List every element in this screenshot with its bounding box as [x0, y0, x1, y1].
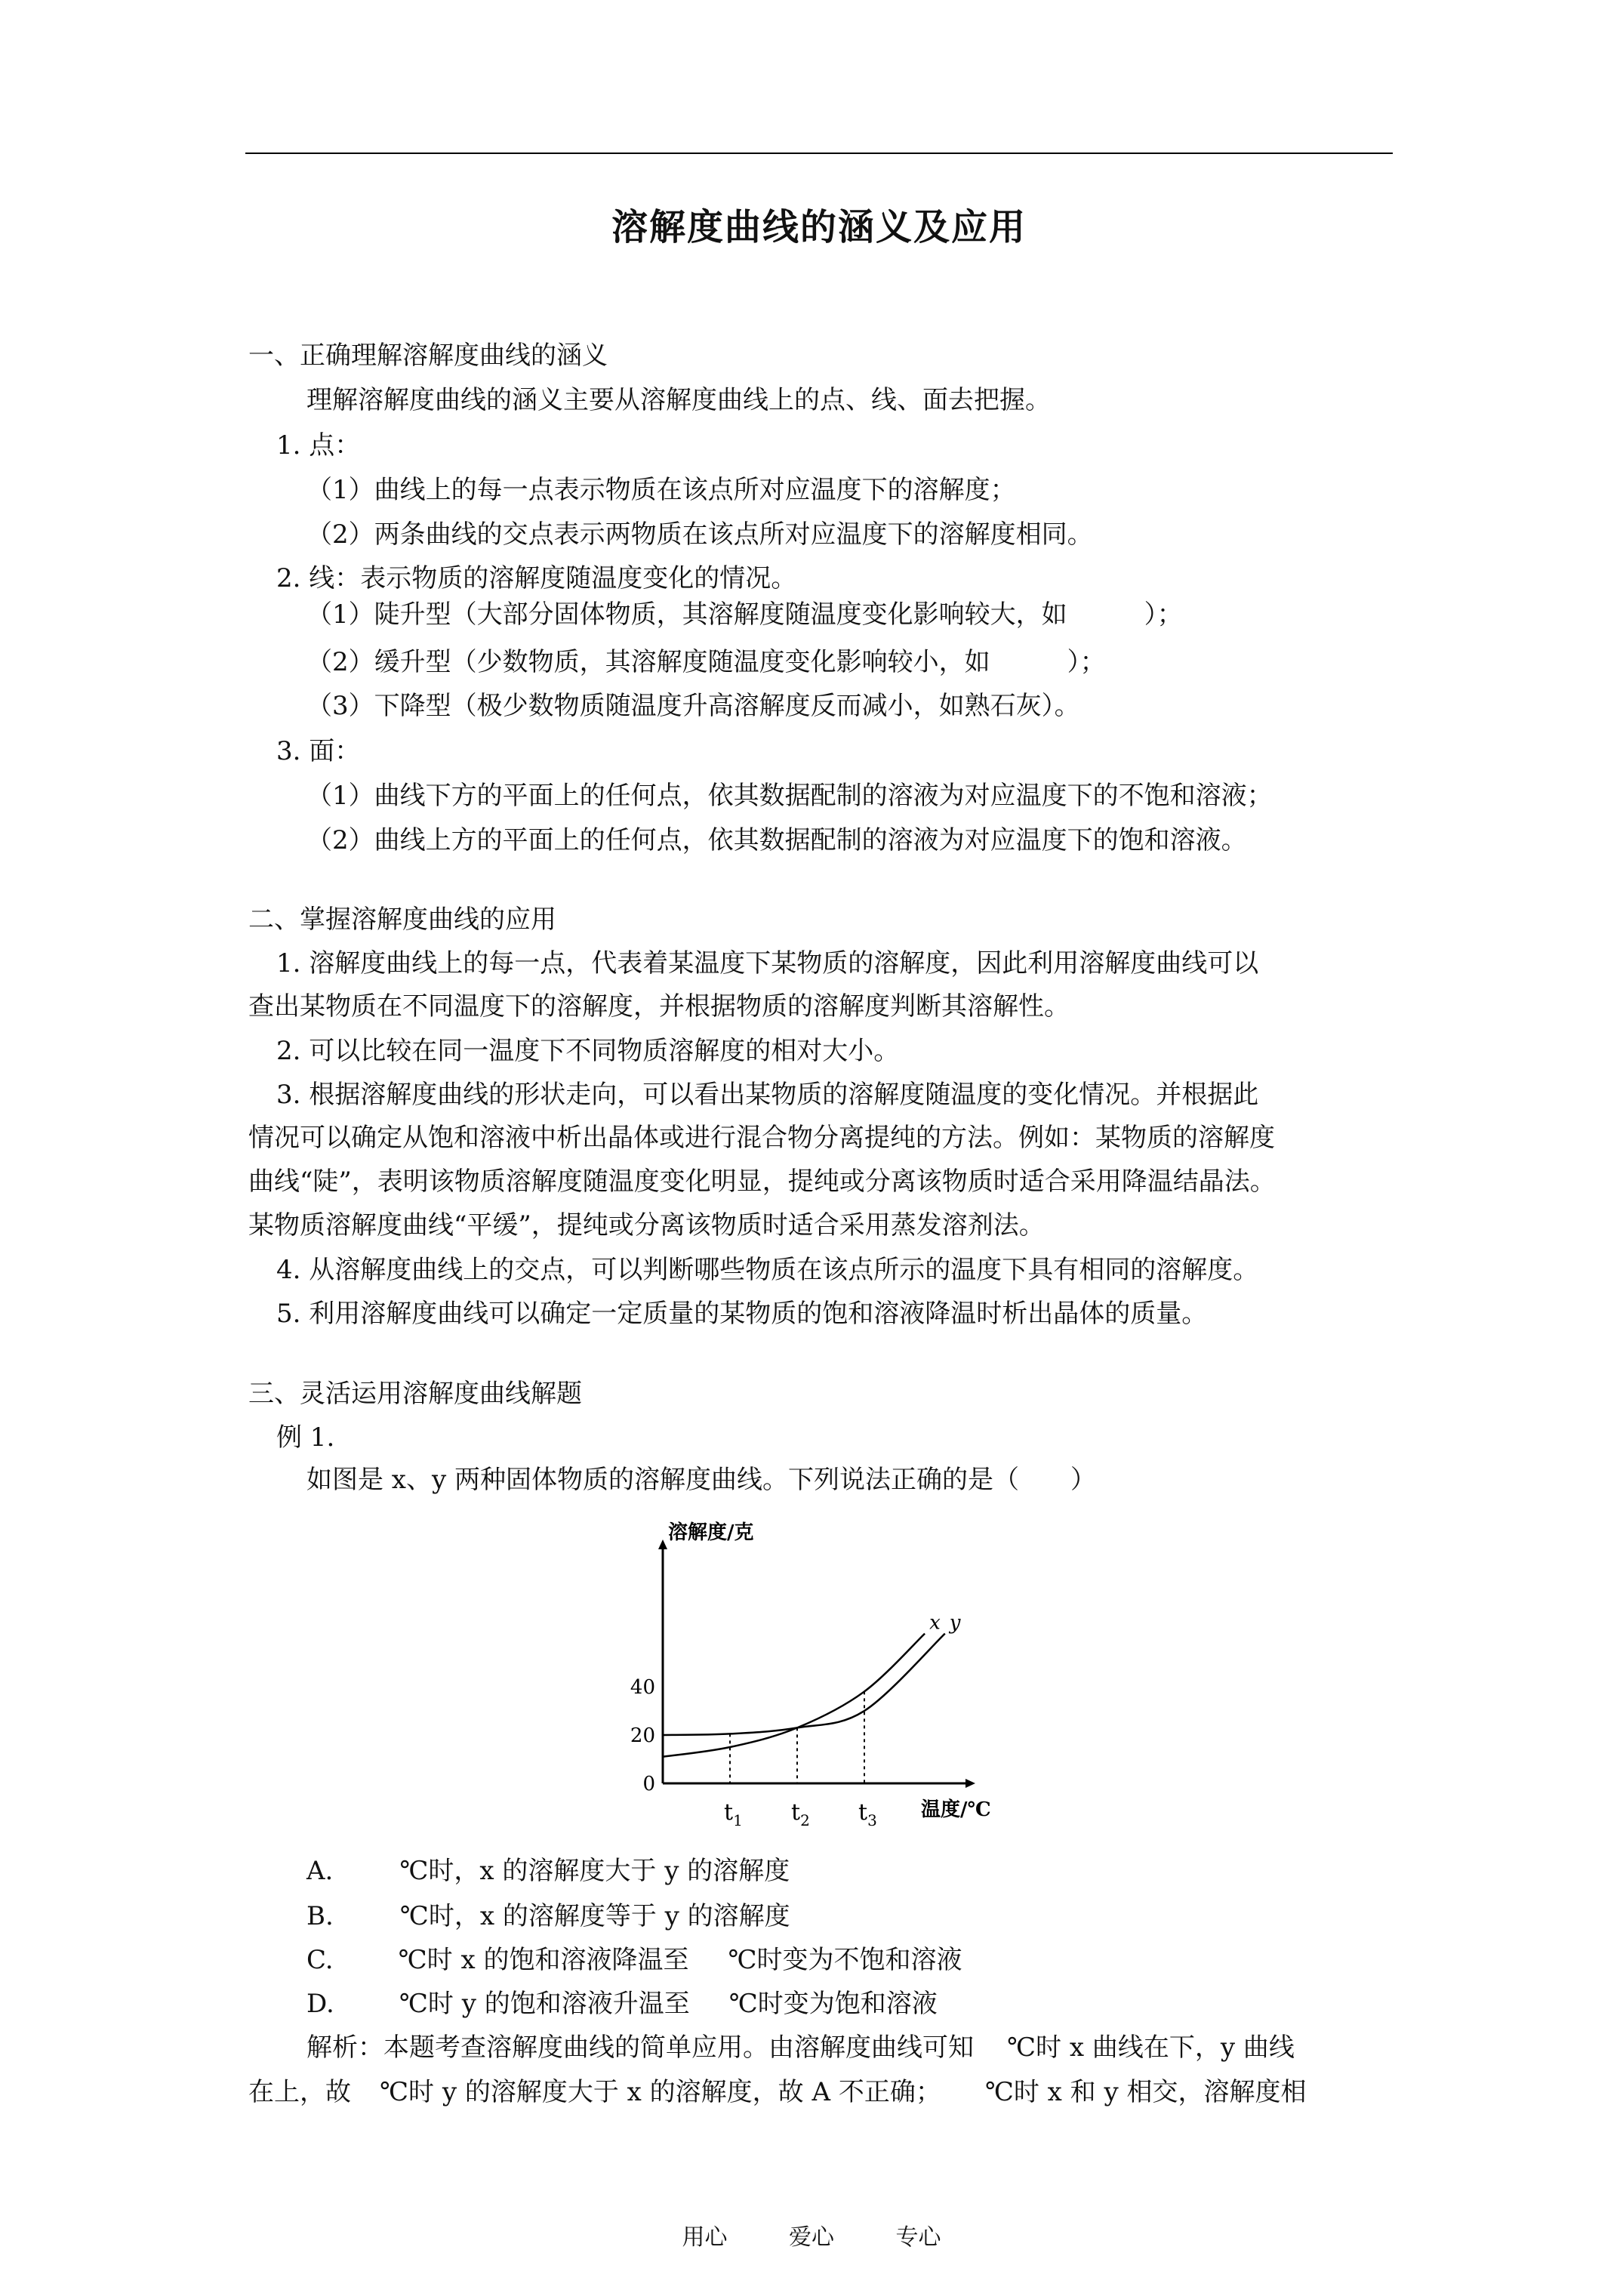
option-d-text-a: ℃时 y 的饱和溶液升温至	[399, 1989, 690, 2019]
application-3-line-2: 情况可以确定从饱和溶液中析出晶体或进行混合物分离提纯的方法。例如：某物质的溶解度	[248, 1123, 1275, 1153]
section3-heading: 三、灵活运用溶解度曲线解题	[248, 1379, 582, 1409]
page-footer	[0, 2218, 1623, 2251]
x-tick-labels	[724, 1799, 877, 1829]
x-tick-label-1: $t_1$	[724, 1799, 743, 1829]
surface-item-2: （2）曲线上方的平面上的任何点，依其数据配制的溶液为对应温度下的饱和溶液。	[306, 825, 1247, 855]
y-tick-label-40: 40	[630, 1676, 655, 1699]
series-label-x: x	[929, 1611, 941, 1635]
option-c-letter: C.	[306, 1945, 334, 1975]
x-tick-label-2: $t_2$	[791, 1799, 810, 1829]
point-item-2: （2）两条曲线的交点表示两物质在该点所对应温度下的溶解度相同。	[306, 519, 1093, 550]
series-label-y: y	[949, 1611, 961, 1635]
solubility-chart-svg	[604, 1510, 1042, 1835]
analysis-l2-b: ℃时 y 的溶解度大于 x 的溶解度，故 A 不正确；	[380, 2077, 941, 2107]
point-item-1: （1）曲线上的每一点表示物质在该点所对应温度下的溶解度；	[306, 475, 1016, 505]
footer-item-3: 专心	[895, 2224, 941, 2251]
x-axis-label: 温度/℃	[921, 1798, 991, 1821]
application-1-line-1: 1. 溶解度曲线上的每一点，代表着某温度下某物质的溶解度，因此利用溶解度曲线可以	[276, 948, 1259, 978]
application-3-line-3: 曲线“陡”，表明该物质溶解度随温度变化明显，提纯或分离该物质时适合采用降温结晶法。	[248, 1166, 1276, 1197]
application-1-line-2: 查出某物质在不同温度下的溶解度，并根据物质的溶解度判断其溶解性。	[248, 991, 1070, 1022]
analysis-l2-a: 在上，故	[248, 2077, 351, 2107]
series-curve-y	[663, 1634, 945, 1735]
option-d[interactable]	[306, 1989, 938, 2019]
application-4: 4. 从溶解度曲线上的交点，可以判断哪些物质在该点所示的温度下具有相同的溶解度。	[276, 1255, 1259, 1285]
option-c-text-b: ℃时变为不饱和溶液	[728, 1945, 962, 1975]
option-a-letter: A.	[306, 1856, 334, 1886]
surface-item-1: （1）曲线下方的平面上的任何点，依其数据配制的溶液为对应温度下的不饱和溶液；	[306, 781, 1273, 811]
application-3-line-4: 某物质溶解度曲线“平缓”，提纯或分离该物质时适合采用蒸发溶剂法。	[248, 1210, 1045, 1240]
option-a-text: ℃时，x 的溶解度大于 y 的溶解度	[399, 1856, 790, 1886]
option-d-letter: D.	[306, 1989, 334, 2019]
x-tick-label-3: $t_3$	[858, 1799, 877, 1829]
point-label: 1. 点：	[276, 430, 361, 461]
page-title: 溶解度曲线的涵义及应用	[611, 206, 1027, 248]
option-c[interactable]	[306, 1945, 962, 1975]
option-b[interactable]	[306, 1901, 790, 1931]
y-tick-labels	[630, 1676, 655, 1795]
footer-item-2: 爱心	[789, 2224, 834, 2251]
analysis-l1-a: 解析：本题考查溶解度曲线的简单应用。由溶解度曲线可知	[306, 2032, 974, 2063]
section2-heading: 二、掌握溶解度曲线的应用	[248, 905, 556, 935]
surface-label: 3. 面：	[276, 736, 361, 766]
example-label: 例 1.	[276, 1422, 335, 1453]
option-b-letter: B.	[306, 1901, 334, 1931]
application-5: 5. 利用溶解度曲线可以确定一定质量的某物质的饱和溶液降温时析出晶体的质量。	[276, 1299, 1208, 1329]
line-label: 2. 线：表示物质的溶解度随温度变化的情况。	[276, 563, 797, 593]
option-a[interactable]	[306, 1856, 790, 1886]
analysis-l2-c: ℃时 x 和 y 相交，溶解度相	[984, 2077, 1307, 2107]
y-axis-label: 溶解度/克	[668, 1521, 754, 1544]
section1-heading: 一、正确理解溶解度曲线的涵义	[248, 341, 608, 371]
option-c-text-a: ℃时 x 的饱和溶液降温至	[398, 1945, 689, 1975]
example-question: 如图是 x、y 两种固体物质的溶解度曲线。下列说法正确的是（ ）	[306, 1465, 1096, 1495]
solubility-chart	[604, 1510, 1042, 1835]
header-rule	[245, 153, 1393, 154]
section1-intro: 理解溶解度曲线的涵义主要从溶解度曲线上的点、线、面去把握。	[306, 385, 1051, 415]
footer-item-1: 用心	[682, 2224, 728, 2251]
y-tick-label-20: 20	[630, 1724, 655, 1747]
line-item-2: （2）缓升型（少数物质，其溶解度随温度变化影响较小，如 ）；	[306, 647, 1106, 677]
analysis-line-2	[248, 2077, 1306, 2107]
series-curves	[663, 1612, 961, 1757]
y-tick-label-0: 0	[642, 1773, 655, 1795]
line-item-3: （3）下降型（极少数物质随温度升高溶解度反而减小，如熟石灰）。	[306, 691, 1080, 721]
application-2: 2. 可以比较在同一温度下不同物质溶解度的相对大小。	[276, 1036, 900, 1066]
option-d-text-b: ℃时变为饱和溶液	[728, 1989, 938, 2019]
analysis-line-1	[306, 2032, 1295, 2063]
option-b-text: ℃时，x 的溶解度等于 y 的溶解度	[399, 1901, 790, 1931]
application-3-line-1: 3. 根据溶解度曲线的形状走向，可以看出某物质的溶解度随温度的变化情况。并根据此	[276, 1080, 1259, 1110]
analysis-l1-b: ℃时 x 曲线在下，y 曲线	[1007, 2032, 1295, 2063]
line-item-1: （1）陡升型（大部分固体物质，其溶解度随温度变化影响较大，如 ）；	[306, 599, 1183, 630]
